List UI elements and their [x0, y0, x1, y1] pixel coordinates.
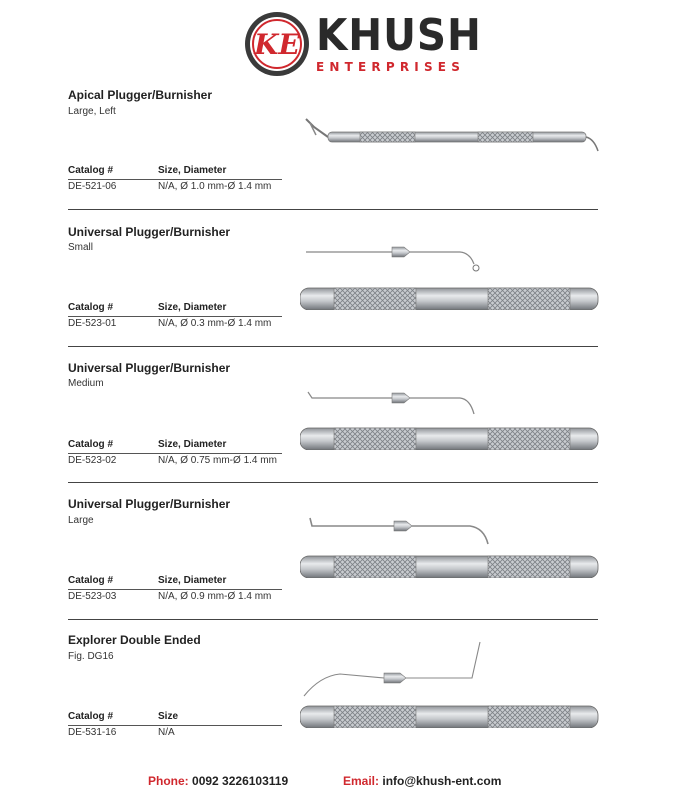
table-rule: [68, 316, 282, 317]
size-header: Size, Diameter: [158, 439, 227, 450]
plugger-large-image: [300, 512, 600, 578]
catalog-number: DE-521-06: [68, 181, 117, 192]
size-value: N/A: [158, 727, 175, 738]
size-header: Size: [158, 711, 179, 722]
phone-label: Phone:: [148, 774, 189, 788]
size-header: Size, Diameter: [158, 575, 227, 586]
table-rule: [68, 725, 282, 726]
catalog-number: DE-523-01: [68, 318, 117, 329]
email-contact[interactable]: [343, 774, 501, 788]
brand: [316, 10, 496, 74]
catalog-header: Catalog #: [68, 575, 114, 586]
table-rule: [68, 589, 282, 590]
catalog-header: Catalog #: [68, 165, 114, 176]
product-title: Explorer Double Ended: [68, 633, 201, 647]
section-divider: [68, 209, 598, 210]
catalog-header: Catalog #: [68, 302, 114, 313]
product-subtitle: Large: [68, 515, 94, 526]
size-header: Size, Diameter: [158, 302, 227, 313]
catalog-number: DE-523-03: [68, 591, 117, 602]
svg-text:KE: KE: [254, 28, 300, 61]
brand-subtitle: ENTERPRISES: [316, 60, 466, 74]
product-subtitle: Medium: [68, 378, 104, 389]
phone-number[interactable]: 0092 3226103119: [192, 774, 289, 788]
catalog-header: Catalog #: [68, 439, 114, 450]
size-value: N/A, Ø 1.0 mm-Ø 1.4 mm: [158, 181, 272, 192]
product-subtitle: Large, Left: [68, 106, 116, 117]
product-title: Apical Plugger/Burnisher: [68, 88, 213, 102]
section-divider: [68, 346, 598, 347]
section-divider: [68, 619, 598, 620]
product-title: Universal Plugger/Burnisher: [68, 225, 231, 239]
table-rule: [68, 179, 282, 180]
plugger-medium-image: [300, 384, 600, 450]
phone-contact[interactable]: [148, 774, 288, 788]
plugger-small-image: [300, 238, 600, 310]
size-value: N/A, Ø 0.9 mm-Ø 1.4 mm: [158, 591, 272, 602]
email-address[interactable]: info@khush-ent.com: [382, 774, 502, 788]
email-label: Email:: [343, 774, 380, 788]
section-divider: [68, 482, 598, 483]
catalog-number: DE-523-02: [68, 455, 117, 466]
apical-plugger-image: [300, 115, 600, 157]
catalog-header: Catalog #: [68, 711, 114, 722]
size-value: N/A, Ø 0.3 mm-Ø 1.4 mm: [158, 318, 272, 329]
brand-name: KHUSH: [316, 10, 482, 61]
size-header: Size, Diameter: [158, 165, 227, 176]
product-subtitle: Fig. DG16: [68, 651, 114, 662]
page-header: [0, 0, 689, 82]
table-rule: [68, 453, 282, 454]
product-subtitle: Small: [68, 242, 94, 253]
catalog-number: DE-531-16: [68, 727, 117, 738]
size-value: N/A, Ø 0.75 mm-Ø 1.4 mm: [158, 455, 277, 466]
explorer-image: [300, 640, 600, 728]
contact-footer: [0, 774, 689, 792]
product-title: Universal Plugger/Burnisher: [68, 497, 231, 511]
ke-logo-icon: [243, 10, 311, 78]
product-title: Universal Plugger/Burnisher: [68, 361, 231, 375]
